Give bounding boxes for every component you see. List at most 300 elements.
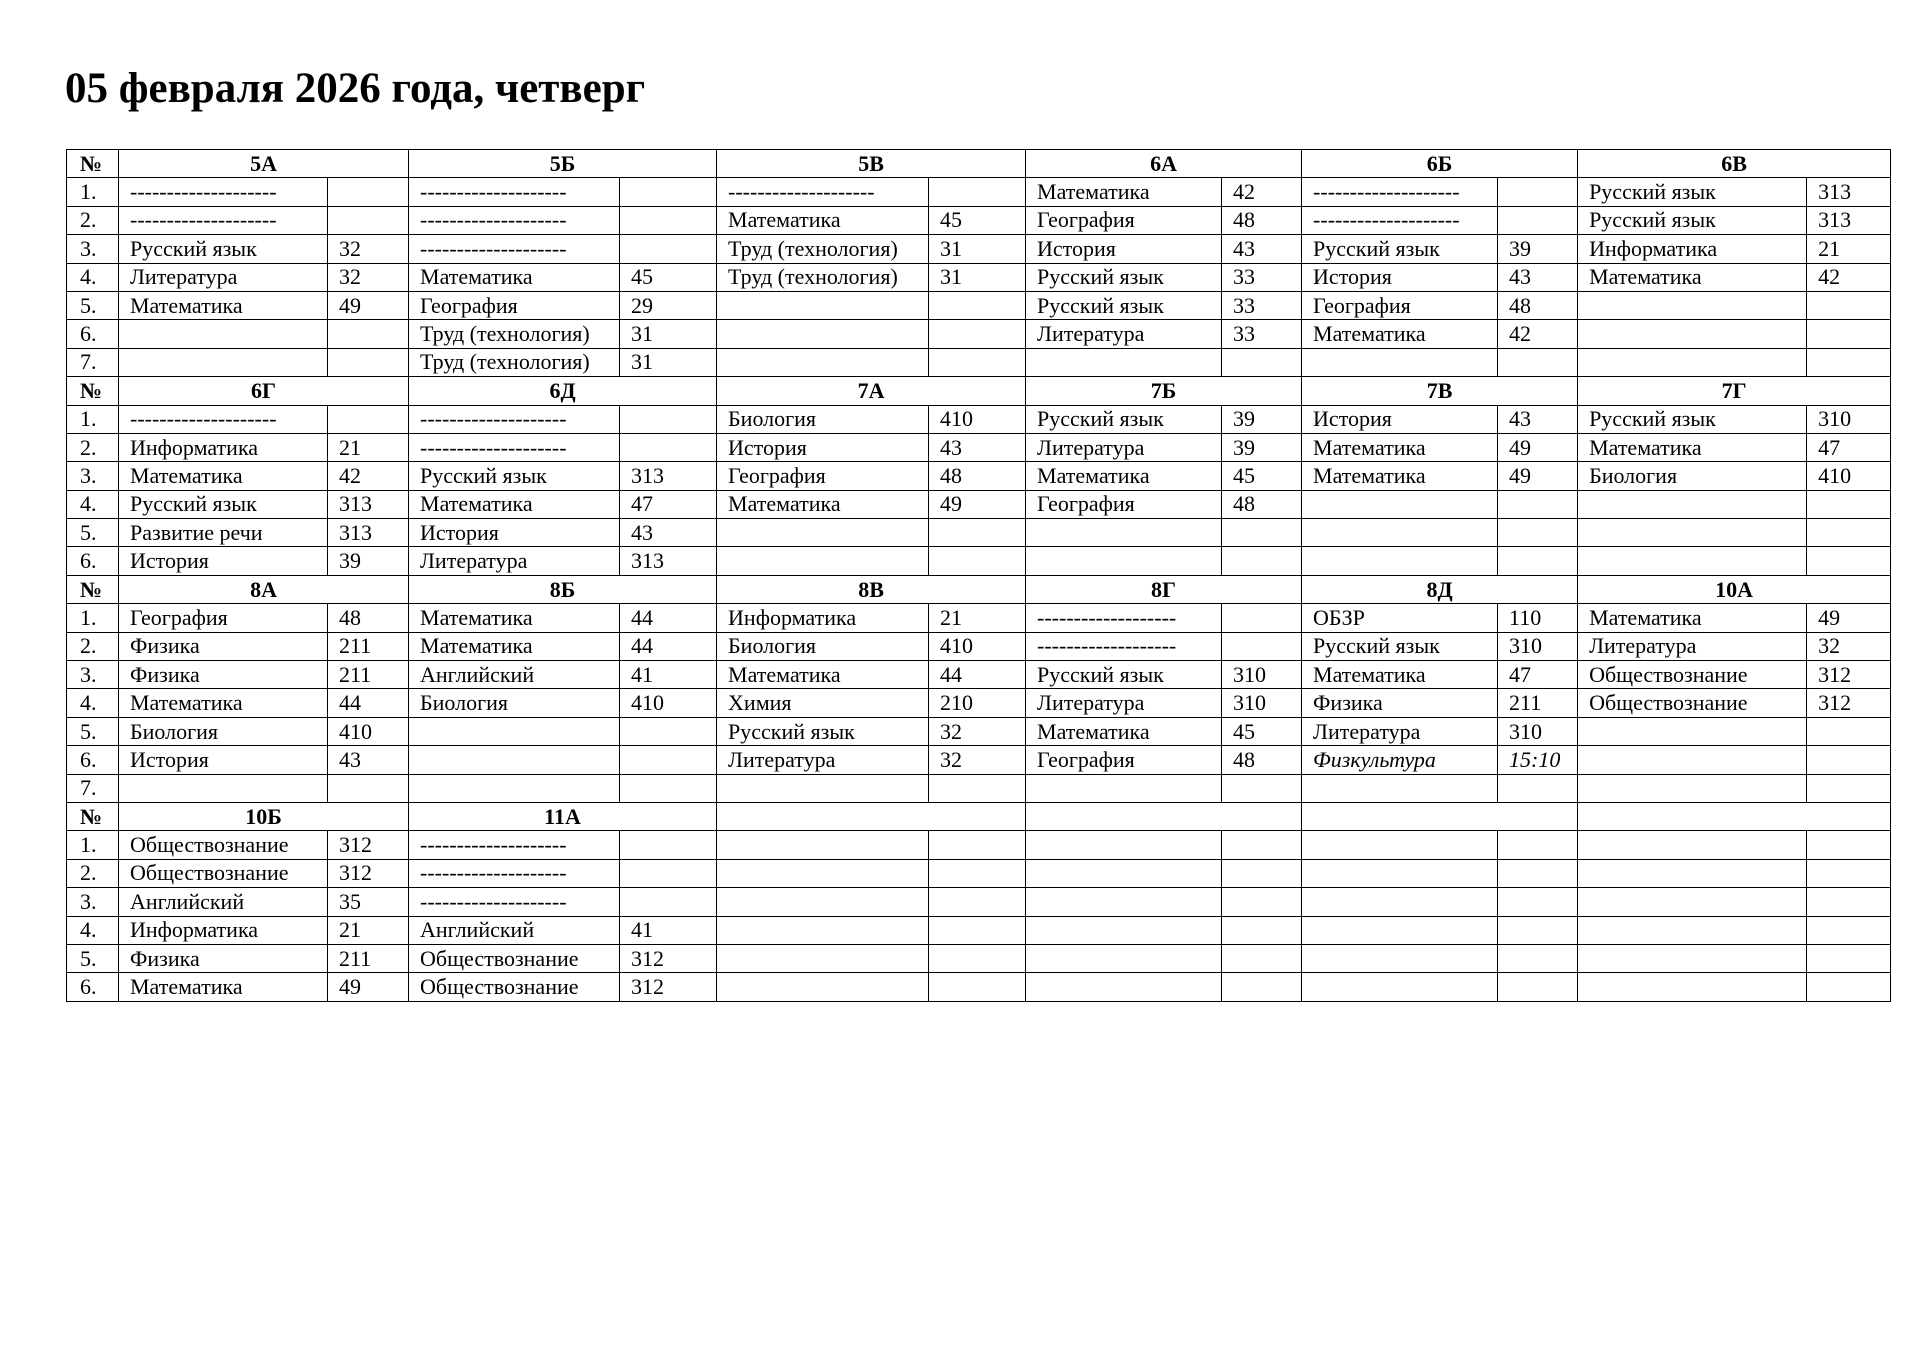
room-cell: 410 [620, 689, 717, 717]
room-cell: 49 [1498, 433, 1578, 461]
subject-cell: Обществознание [1578, 661, 1807, 689]
room-cell: 47 [1807, 433, 1891, 461]
lesson-number: 6. [67, 746, 119, 774]
lesson-row [67, 888, 1891, 916]
room-cell [1222, 888, 1302, 916]
room-cell [1222, 944, 1302, 972]
lesson-number: 4. [67, 490, 119, 518]
subject-cell: Физика [1302, 689, 1498, 717]
subject-cell: -------------------- [409, 859, 620, 887]
room-cell: 313 [328, 519, 409, 547]
subject-cell [1578, 348, 1807, 376]
class-header-row [67, 575, 1891, 603]
subject-cell: Обществознание [409, 973, 620, 1001]
room-cell [929, 831, 1026, 859]
class-name [1578, 802, 1891, 830]
room-cell: 43 [1222, 235, 1302, 263]
lesson-number: 4. [67, 916, 119, 944]
room-cell [620, 888, 717, 916]
room-cell [929, 291, 1026, 319]
subject-cell [1578, 320, 1807, 348]
class-name: 11А [409, 802, 717, 830]
subject-cell [1302, 916, 1498, 944]
room-cell [1222, 604, 1302, 632]
subject-cell: -------------------- [409, 206, 620, 234]
subject-cell [717, 547, 929, 575]
class-name [717, 802, 1026, 830]
room-cell [1222, 831, 1302, 859]
room-cell [1807, 774, 1891, 802]
room-cell [1498, 888, 1578, 916]
room-cell: 312 [1807, 689, 1891, 717]
room-cell: 44 [620, 604, 717, 632]
class-header-row [67, 377, 1891, 405]
room-cell: 49 [328, 973, 409, 1001]
room-cell: 39 [1222, 405, 1302, 433]
room-cell: 45 [1222, 462, 1302, 490]
room-cell [328, 206, 409, 234]
room-cell: 211 [328, 661, 409, 689]
lesson-row [67, 490, 1891, 518]
lesson-row [67, 547, 1891, 575]
room-cell [929, 888, 1026, 916]
subject-cell: География [1026, 490, 1222, 518]
room-cell [620, 405, 717, 433]
subject-cell: Математика [1026, 178, 1222, 206]
room-cell: 312 [620, 973, 717, 1001]
subject-cell: Математика [1578, 263, 1807, 291]
room-cell: 21 [929, 604, 1026, 632]
room-cell: 110 [1498, 604, 1578, 632]
subject-cell: -------------------- [409, 178, 620, 206]
lesson-number: 6. [67, 547, 119, 575]
lesson-number: 4. [67, 689, 119, 717]
room-cell: 42 [1498, 320, 1578, 348]
subject-cell: География [717, 462, 929, 490]
room-cell: 410 [929, 405, 1026, 433]
class-name: 6Д [409, 377, 717, 405]
subject-cell: Физика [119, 632, 328, 660]
subject-cell: Биология [1578, 462, 1807, 490]
room-cell [1222, 348, 1302, 376]
lesson-row [67, 462, 1891, 490]
room-cell [328, 320, 409, 348]
subject-cell [409, 717, 620, 745]
lesson-row [67, 320, 1891, 348]
lesson-number: 1. [67, 604, 119, 632]
subject-cell [1026, 859, 1222, 887]
lesson-number-header: № [67, 802, 119, 830]
subject-cell: Литература [409, 547, 620, 575]
room-cell: 48 [929, 462, 1026, 490]
lesson-row [67, 717, 1891, 745]
subject-cell: Русский язык [1026, 661, 1222, 689]
room-cell: 47 [620, 490, 717, 518]
subject-cell [119, 348, 328, 376]
room-cell [1807, 831, 1891, 859]
room-cell: 33 [1222, 291, 1302, 319]
lesson-number: 1. [67, 831, 119, 859]
room-cell: 313 [620, 462, 717, 490]
room-cell: 310 [1222, 689, 1302, 717]
subject-cell: Литература [1578, 632, 1807, 660]
room-cell: 21 [328, 916, 409, 944]
room-cell [1498, 178, 1578, 206]
subject-cell: ------------------- [1026, 632, 1222, 660]
subject-cell [1302, 547, 1498, 575]
class-name: 5А [119, 150, 409, 178]
room-cell [1807, 746, 1891, 774]
subject-cell: Математика [409, 604, 620, 632]
subject-cell [717, 291, 929, 319]
room-cell [1807, 490, 1891, 518]
subject-cell: Математика [1302, 320, 1498, 348]
lesson-row [67, 632, 1891, 660]
subject-cell: Информатика [119, 916, 328, 944]
room-cell [328, 774, 409, 802]
room-cell: 49 [328, 291, 409, 319]
room-cell: 33 [1222, 320, 1302, 348]
lesson-number: 4. [67, 263, 119, 291]
room-cell: 48 [1222, 490, 1302, 518]
subject-cell: История [1302, 263, 1498, 291]
room-cell: 41 [620, 916, 717, 944]
room-cell: 31 [620, 320, 717, 348]
lesson-number: 5. [67, 717, 119, 745]
subject-cell [717, 859, 929, 887]
room-cell [1807, 320, 1891, 348]
room-cell: 410 [328, 717, 409, 745]
class-name: 10Б [119, 802, 409, 830]
room-cell: 211 [1498, 689, 1578, 717]
room-cell: 49 [1498, 462, 1578, 490]
room-cell: 44 [328, 689, 409, 717]
room-cell [1498, 519, 1578, 547]
lesson-row [67, 291, 1891, 319]
room-cell [620, 746, 717, 774]
subject-cell: Химия [717, 689, 929, 717]
subject-cell [1578, 916, 1807, 944]
page-title: 05 февраля 2026 года, четверг [65, 65, 646, 112]
subject-cell: Математика [1302, 433, 1498, 461]
lesson-number: 3. [67, 661, 119, 689]
lesson-number: 7. [67, 348, 119, 376]
lesson-row [67, 774, 1891, 802]
room-cell [328, 405, 409, 433]
room-cell: 43 [328, 746, 409, 774]
subject-cell: -------------------- [119, 178, 328, 206]
subject-cell: Математика [1026, 717, 1222, 745]
room-cell: 39 [328, 547, 409, 575]
room-cell [1498, 916, 1578, 944]
room-cell [929, 944, 1026, 972]
room-cell: 310 [1807, 405, 1891, 433]
lesson-number: 6. [67, 320, 119, 348]
lesson-number-header: № [67, 150, 119, 178]
subject-cell: Литература [1302, 717, 1498, 745]
subject-cell: Русский язык [1302, 235, 1498, 263]
room-cell: 29 [620, 291, 717, 319]
room-cell: 39 [1498, 235, 1578, 263]
subject-cell: Биология [409, 689, 620, 717]
subject-cell: Русский язык [409, 462, 620, 490]
lesson-row [67, 831, 1891, 859]
room-cell: 310 [1222, 661, 1302, 689]
room-cell: 32 [1807, 632, 1891, 660]
subject-cell: -------------------- [409, 235, 620, 263]
lesson-row [67, 859, 1891, 887]
subject-cell [717, 916, 929, 944]
subject-cell: Информатика [119, 433, 328, 461]
subject-cell: География [119, 604, 328, 632]
room-cell [1498, 944, 1578, 972]
subject-cell: Труд (технология) [717, 263, 929, 291]
room-cell [1498, 547, 1578, 575]
class-name: 6А [1026, 150, 1302, 178]
schedule-table [66, 149, 1891, 1002]
class-name: 7Г [1578, 377, 1891, 405]
room-cell [620, 433, 717, 461]
class-name [1026, 802, 1302, 830]
subject-cell: Русский язык [1578, 206, 1807, 234]
subject-cell: География [1026, 206, 1222, 234]
room-cell [328, 348, 409, 376]
lesson-row [67, 405, 1891, 433]
subject-cell: Русский язык [1026, 405, 1222, 433]
subject-cell: ОБЗР [1302, 604, 1498, 632]
lesson-number: 3. [67, 462, 119, 490]
room-cell: 44 [929, 661, 1026, 689]
room-cell [1498, 348, 1578, 376]
class-name: 8Г [1026, 575, 1302, 603]
room-cell: 47 [1498, 661, 1578, 689]
room-cell: 48 [328, 604, 409, 632]
subject-cell: Математика [409, 490, 620, 518]
subject-cell [1302, 348, 1498, 376]
subject-cell: Литература [119, 263, 328, 291]
subject-cell: Математика [119, 689, 328, 717]
room-cell [929, 973, 1026, 1001]
lesson-row [67, 916, 1891, 944]
subject-cell [1026, 831, 1222, 859]
room-cell: 312 [328, 831, 409, 859]
subject-cell: Математика [409, 632, 620, 660]
subject-cell: Обществознание [119, 831, 328, 859]
room-cell: 31 [620, 348, 717, 376]
subject-cell: Русский язык [1026, 263, 1222, 291]
subject-cell [1026, 774, 1222, 802]
subject-cell [1578, 774, 1807, 802]
room-cell [620, 178, 717, 206]
room-cell: 211 [328, 944, 409, 972]
subject-cell: Физика [119, 944, 328, 972]
room-cell: 39 [1222, 433, 1302, 461]
room-cell: 43 [929, 433, 1026, 461]
subject-cell [1578, 859, 1807, 887]
subject-cell: Математика [1026, 462, 1222, 490]
room-cell [929, 774, 1026, 802]
room-cell [620, 235, 717, 263]
room-cell: 32 [328, 235, 409, 263]
room-cell [1807, 859, 1891, 887]
subject-cell: История [119, 547, 328, 575]
subject-cell: Информатика [717, 604, 929, 632]
class-name: 7А [717, 377, 1026, 405]
room-cell: 45 [1222, 717, 1302, 745]
room-cell: 313 [328, 490, 409, 518]
room-cell [929, 547, 1026, 575]
room-cell [1222, 632, 1302, 660]
lesson-row [67, 263, 1891, 291]
subject-cell: История [717, 433, 929, 461]
subject-cell [1578, 973, 1807, 1001]
subject-cell: -------------------- [1302, 178, 1498, 206]
room-cell: 210 [929, 689, 1026, 717]
subject-cell: Литература [1026, 689, 1222, 717]
class-name: 5Б [409, 150, 717, 178]
subject-cell: Математика [1302, 661, 1498, 689]
lesson-row [67, 689, 1891, 717]
subject-cell: Физика [119, 661, 328, 689]
lesson-row [67, 178, 1891, 206]
room-cell [929, 519, 1026, 547]
room-cell: 312 [328, 859, 409, 887]
room-cell: 310 [1498, 632, 1578, 660]
subject-cell [1578, 746, 1807, 774]
subject-cell: Литература [717, 746, 929, 774]
lesson-number: 5. [67, 944, 119, 972]
room-cell: 32 [929, 717, 1026, 745]
subject-cell: Математика [119, 973, 328, 1001]
subject-cell: Математика [717, 661, 929, 689]
room-cell [1807, 973, 1891, 1001]
room-cell [1222, 859, 1302, 887]
room-cell [620, 206, 717, 234]
room-cell [1222, 774, 1302, 802]
room-cell [1807, 291, 1891, 319]
room-cell: 310 [1498, 717, 1578, 745]
subject-cell [119, 320, 328, 348]
lesson-number: 1. [67, 178, 119, 206]
subject-cell [717, 944, 929, 972]
subject-cell: Биология [717, 405, 929, 433]
room-cell: 313 [1807, 206, 1891, 234]
subject-cell: Математика [119, 291, 328, 319]
room-cell: 49 [1807, 604, 1891, 632]
room-cell: 33 [1222, 263, 1302, 291]
subject-cell [1026, 944, 1222, 972]
room-cell: 48 [1222, 206, 1302, 234]
subject-cell: Русский язык [1578, 405, 1807, 433]
room-cell [929, 859, 1026, 887]
subject-cell: Труд (технология) [409, 348, 620, 376]
class-name: 8Д [1302, 575, 1578, 603]
subject-cell: Математика [717, 490, 929, 518]
room-cell: 44 [620, 632, 717, 660]
room-cell: 42 [1807, 263, 1891, 291]
room-cell: 41 [620, 661, 717, 689]
room-cell: 43 [1498, 405, 1578, 433]
class-name: 8А [119, 575, 409, 603]
room-cell: 410 [1807, 462, 1891, 490]
room-cell [328, 178, 409, 206]
subject-cell [1302, 774, 1498, 802]
lesson-number: 3. [67, 235, 119, 263]
lesson-number: 5. [67, 519, 119, 547]
room-cell: 313 [1807, 178, 1891, 206]
lesson-number: 2. [67, 206, 119, 234]
subject-cell: Русский язык [119, 235, 328, 263]
subject-cell [1302, 519, 1498, 547]
lesson-number: 5. [67, 291, 119, 319]
subject-cell: Труд (технология) [409, 320, 620, 348]
room-cell: 45 [929, 206, 1026, 234]
subject-cell: -------------------- [409, 831, 620, 859]
room-cell [929, 348, 1026, 376]
subject-cell: География [1026, 746, 1222, 774]
lesson-number: 1. [67, 405, 119, 433]
subject-cell [1302, 831, 1498, 859]
lesson-number: 7. [67, 774, 119, 802]
subject-cell: -------------------- [1302, 206, 1498, 234]
subject-cell [717, 888, 929, 916]
subject-cell [409, 774, 620, 802]
subject-cell: Математика [717, 206, 929, 234]
class-name [1302, 802, 1578, 830]
room-cell [929, 916, 1026, 944]
subject-cell [1578, 944, 1807, 972]
subject-cell [717, 320, 929, 348]
lesson-number: 2. [67, 859, 119, 887]
class-header-row [67, 802, 1891, 830]
subject-cell: Обществознание [119, 859, 328, 887]
room-cell [1498, 831, 1578, 859]
subject-cell [1578, 888, 1807, 916]
subject-cell: Математика [409, 263, 620, 291]
room-cell [1498, 859, 1578, 887]
room-cell [620, 859, 717, 887]
subject-cell [1026, 916, 1222, 944]
subject-cell: Труд (технология) [717, 235, 929, 263]
room-cell [929, 320, 1026, 348]
subject-cell: История [1026, 235, 1222, 263]
subject-cell [1578, 831, 1807, 859]
room-cell [1807, 519, 1891, 547]
subject-cell: Русский язык [717, 717, 929, 745]
room-cell: 312 [620, 944, 717, 972]
subject-cell: Обществознание [1578, 689, 1807, 717]
room-cell [1222, 973, 1302, 1001]
subject-cell: История [409, 519, 620, 547]
class-name: 7В [1302, 377, 1578, 405]
subject-cell: Литература [1026, 433, 1222, 461]
subject-cell: География [409, 291, 620, 319]
subject-cell: Русский язык [1026, 291, 1222, 319]
subject-cell: Русский язык [119, 490, 328, 518]
lesson-row [67, 519, 1891, 547]
subject-cell: Математика [1578, 433, 1807, 461]
class-header-row [67, 150, 1891, 178]
subject-cell: Русский язык [1578, 178, 1807, 206]
room-cell [620, 831, 717, 859]
class-name: 8В [717, 575, 1026, 603]
lesson-row [67, 746, 1891, 774]
subject-cell: Английский [119, 888, 328, 916]
subject-cell: Физкультура [1302, 746, 1498, 774]
subject-cell: Биология [717, 632, 929, 660]
subject-cell: ------------------- [1026, 604, 1222, 632]
room-cell [1498, 206, 1578, 234]
